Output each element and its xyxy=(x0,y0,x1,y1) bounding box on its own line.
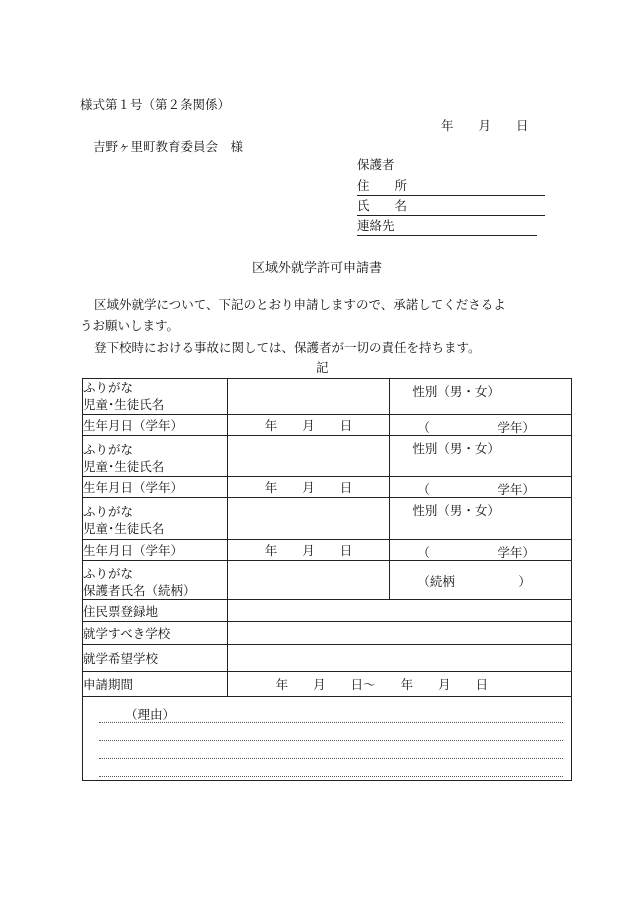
residence-input[interactable] xyxy=(227,600,571,622)
document-title: 区域外就学許可申請書 xyxy=(252,261,383,276)
student-name-label-cell xyxy=(83,436,228,477)
address-field[interactable] xyxy=(357,180,545,196)
date-line: 年 月 日 xyxy=(441,118,529,133)
body-line-3: 登下校時における事故に関しては、保護者が一切の責任を持ちます。 xyxy=(94,340,481,355)
period-label: 申請期間 xyxy=(83,672,228,697)
should-school-label: 就学すべき学校 xyxy=(83,622,228,645)
dob-date-cell[interactable]: 年 月 日 xyxy=(227,540,390,561)
guardian-name-label: 保護者氏名（続柄） xyxy=(83,583,196,598)
relation-close: ） xyxy=(518,574,531,589)
dob-date-cell[interactable]: 年 月 日 xyxy=(227,477,390,498)
residence-label: 住民票登録地 xyxy=(83,600,228,622)
gender-cell[interactable] xyxy=(390,379,572,415)
reason-row xyxy=(83,697,572,781)
grade-cell[interactable] xyxy=(390,415,572,436)
grade-close: 学年） xyxy=(497,420,535,435)
student-dob-row xyxy=(83,415,572,436)
student-name-row xyxy=(83,379,572,415)
name-label: 氏 名 xyxy=(357,198,408,213)
guardian-name-input[interactable] xyxy=(227,561,390,600)
relation-cell[interactable] xyxy=(390,561,572,600)
gender-label: 性別（男・女） xyxy=(412,503,500,518)
grade-cell[interactable] xyxy=(390,540,572,561)
body-line-2: うお願いします。 xyxy=(80,318,180,333)
guardian-label-cell xyxy=(83,561,228,600)
guardian-row xyxy=(83,561,572,600)
application-table xyxy=(82,378,572,781)
contact-field[interactable] xyxy=(357,220,537,236)
student-name-input[interactable] xyxy=(227,379,390,415)
period-row xyxy=(83,672,572,697)
desired-school-label: 就学希望学校 xyxy=(83,645,228,672)
addressee: 吉野ヶ里町教育委員会 様 xyxy=(93,139,244,154)
student-name-label-cell xyxy=(83,498,228,540)
student-name-row xyxy=(83,436,572,477)
dob-date-cell[interactable]: 年 月 日 xyxy=(227,415,390,436)
period-value[interactable]: 年 月 日～ 年 月 日 xyxy=(227,672,571,697)
reason-line-1[interactable] xyxy=(99,705,563,723)
grade-open: （ xyxy=(417,545,430,560)
furigana-label: ふりがな xyxy=(83,504,134,519)
dob-label: 生年月日（学年） xyxy=(83,415,228,436)
should-school-input[interactable] xyxy=(227,622,571,645)
grade-open: （ xyxy=(417,420,430,435)
address-label: 住 所 xyxy=(357,178,408,193)
gender-label: 性別（男・女） xyxy=(412,441,500,456)
furigana-label: ふりがな xyxy=(83,380,134,395)
student-name-label: 児童･生徒氏名 xyxy=(83,397,165,412)
student-name-label: 児童･生徒氏名 xyxy=(83,521,165,536)
student-dob-row xyxy=(83,540,572,561)
form-number: 様式第１号（第２条関係） xyxy=(80,97,231,112)
student-dob-row xyxy=(83,477,572,498)
student-name-label: 児童･生徒氏名 xyxy=(83,459,165,474)
grade-cell[interactable] xyxy=(390,477,572,498)
student-name-label-cell xyxy=(83,379,228,415)
furigana-label: ふりがな xyxy=(83,566,134,581)
student-name-input[interactable] xyxy=(227,436,390,477)
should-school-row xyxy=(83,622,572,645)
reason-line-2[interactable] xyxy=(99,723,563,741)
ki-label: 記 xyxy=(316,360,329,375)
grade-close: 学年） xyxy=(497,545,535,560)
grade-open: （ xyxy=(417,482,430,497)
reason-cell[interactable] xyxy=(83,697,572,781)
dob-label: 生年月日（学年） xyxy=(83,540,228,561)
reason-label: （理由） xyxy=(125,707,176,722)
relation-open: （続柄 xyxy=(417,574,455,589)
body-line-1: 区域外就学について、下記のとおり申請しますので、承諾してくださるよ xyxy=(94,297,506,312)
gender-cell[interactable] xyxy=(390,498,572,540)
student-name-input[interactable] xyxy=(227,498,390,540)
applicant-heading: 保護者 xyxy=(357,157,395,172)
gender-cell[interactable] xyxy=(390,436,572,477)
student-name-row xyxy=(83,498,572,540)
furigana-label: ふりがな xyxy=(83,442,134,457)
desired-school-row xyxy=(83,645,572,672)
reason-line-3[interactable] xyxy=(99,741,563,759)
name-field[interactable] xyxy=(357,200,545,216)
residence-row xyxy=(83,600,572,622)
grade-close: 学年） xyxy=(497,482,535,497)
gender-label: 性別（男・女） xyxy=(412,384,500,399)
contact-label: 連絡先 xyxy=(357,218,395,233)
reason-line-4[interactable] xyxy=(99,759,563,777)
dob-label: 生年月日（学年） xyxy=(83,477,228,498)
desired-school-input[interactable] xyxy=(227,645,571,672)
